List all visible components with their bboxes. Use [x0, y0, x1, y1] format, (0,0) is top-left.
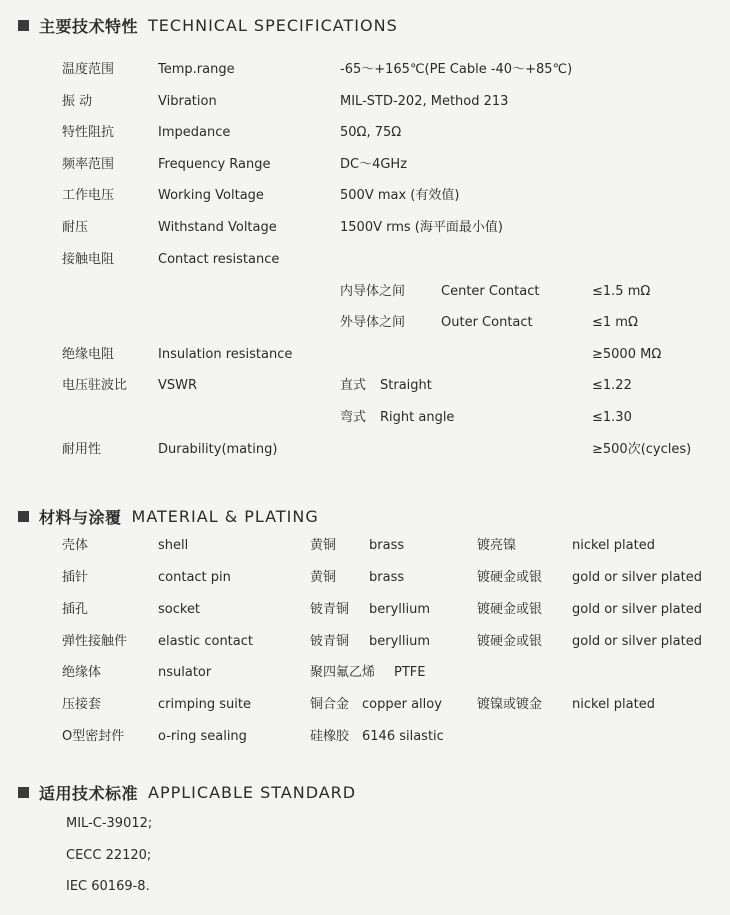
plating-en: nickel plated — [572, 697, 655, 712]
spec-label-en: Withstand Voltage — [158, 220, 277, 235]
spec-value: 500V max (有效值) — [340, 188, 460, 203]
technical-heading — [18, 14, 398, 37]
spec-label-cn: 温度范围 — [62, 62, 115, 77]
spec-label-en: Frequency Range — [158, 157, 271, 172]
technical-title-cn: 主要技术特性 — [39, 17, 139, 36]
plating-cn: 镀亮镍 — [477, 538, 517, 553]
material-en: brass — [369, 570, 405, 585]
material-en: beryllium — [369, 602, 431, 617]
material-en: beryllium — [369, 634, 431, 649]
part-label-cn: 压接套 — [62, 697, 102, 712]
part-label-cn: 插针 — [62, 570, 89, 585]
spec-sub-label-cn: 内导体之间 — [340, 284, 406, 299]
plating-cn: 镀硬金或银 — [477, 634, 543, 649]
spec-value: -65～+165℃(PE Cable -40～+85℃) — [340, 62, 573, 77]
spec-value: ≥500次(cycles) — [592, 442, 692, 457]
material-cn: 铜合金 — [310, 697, 350, 712]
plating-en: gold or silver plated — [572, 570, 702, 585]
spec-value: ≤1.22 — [592, 378, 632, 393]
plating-cn: 镀硬金或银 — [477, 602, 543, 617]
part-label-cn: 插孔 — [62, 602, 89, 617]
plating-en: gold or silver plated — [572, 634, 702, 649]
part-label-en: elastic contact — [158, 634, 253, 649]
spec-label-cn: 耐压 — [62, 220, 89, 235]
part-label-cn: 绝缘体 — [62, 665, 102, 680]
material-title-en: MATERIAL & PLATING — [131, 507, 319, 526]
spec-label-cn: 特性阻抗 — [62, 125, 115, 140]
plating-en: gold or silver plated — [572, 602, 702, 617]
standard-heading — [18, 781, 356, 804]
material-heading — [18, 505, 319, 528]
standard-item: CECC 22120; — [66, 848, 152, 863]
spec-label-en: Vibration — [158, 94, 217, 109]
spec-label-en: Insulation resistance — [158, 347, 293, 362]
spec-sub-label-cn: 直式 — [340, 378, 367, 393]
spec-label-en: Durability(mating) — [158, 442, 278, 457]
spec-label-en: Temp.range — [158, 62, 235, 77]
part-label-en: nsulator — [158, 665, 212, 680]
material-en: copper alloy — [362, 697, 442, 712]
spec-label-cn: 工作电压 — [62, 188, 115, 203]
part-label-cn: 弹性接触件 — [62, 634, 128, 649]
technical-title-en: TECHNICAL SPECIFICATIONS — [148, 16, 398, 35]
heading-square-icon — [18, 20, 29, 31]
spec-sub-label-en: Right angle — [380, 410, 455, 425]
standard-title-en: APPLICABLE STANDARD — [148, 783, 357, 802]
spec-sub-label-en: Outer Contact — [441, 315, 533, 330]
plating-cn: 镀硬金或银 — [477, 570, 543, 585]
spec-value: 1500V rms (海平面最小值) — [340, 220, 503, 235]
spec-sub-label-cn: 外导体之间 — [340, 315, 406, 330]
spec-label-cn: 绝缘电阻 — [62, 347, 115, 362]
spec-sub-label-en: Straight — [380, 378, 432, 393]
spec-value: 50Ω, 75Ω — [340, 125, 402, 140]
material-cn: 聚四氟乙烯 — [310, 665, 376, 680]
material-cn: 黄铜 — [310, 538, 337, 553]
spec-label-cn: 耐用性 — [62, 442, 102, 457]
part-label-cn: 壳体 — [62, 538, 89, 553]
standard-item: IEC 60169-8. — [66, 879, 150, 894]
material-cn: 铍青铜 — [310, 634, 350, 649]
spec-value: DC～4GHz — [340, 157, 408, 172]
spec-value: ≤1.30 — [592, 410, 632, 425]
plating-cn: 镀镍或镀金 — [477, 697, 543, 712]
standard-item: MIL-C-39012; — [66, 816, 153, 831]
spec-label-cn: 接触电阻 — [62, 252, 115, 267]
part-label-cn: O型密封件 — [62, 729, 125, 744]
spec-sub-label-cn: 弯式 — [340, 410, 367, 425]
spec-label-en: VSWR — [158, 378, 198, 393]
spec-sub-label-en: Center Contact — [441, 284, 540, 299]
spec-value: MIL-STD-202, Method 213 — [340, 94, 509, 109]
plating-en: nickel plated — [572, 538, 655, 553]
spec-label-en: Impedance — [158, 125, 231, 140]
spec-label-en: Working Voltage — [158, 188, 264, 203]
material-title-cn: 材料与涂覆 — [39, 508, 122, 527]
spec-label-cn: 振 动 — [62, 94, 93, 109]
spec-value: ≤1 mΩ — [592, 315, 638, 330]
spec-value: ≤1.5 mΩ — [592, 284, 651, 299]
material-en: PTFE — [394, 665, 426, 680]
heading-square-icon — [18, 787, 29, 798]
part-label-en: shell — [158, 538, 189, 553]
material-en: brass — [369, 538, 405, 553]
spec-label-cn: 频率范围 — [62, 157, 115, 172]
material-en: 6146 silastic — [362, 729, 444, 744]
standard-title-cn: 适用技术标准 — [39, 784, 139, 803]
spec-value: ≥5000 MΩ — [592, 347, 662, 362]
material-cn: 硅橡胶 — [310, 729, 350, 744]
material-cn: 铍青铜 — [310, 602, 350, 617]
spec-label-cn: 电压驻波比 — [62, 378, 128, 393]
part-label-en: o-ring sealing — [158, 729, 247, 744]
heading-square-icon — [18, 511, 29, 522]
material-cn: 黄铜 — [310, 570, 337, 585]
part-label-en: contact pin — [158, 570, 231, 585]
spec-label-en: Contact resistance — [158, 252, 280, 267]
part-label-en: crimping suite — [158, 697, 251, 712]
part-label-en: socket — [158, 602, 201, 617]
